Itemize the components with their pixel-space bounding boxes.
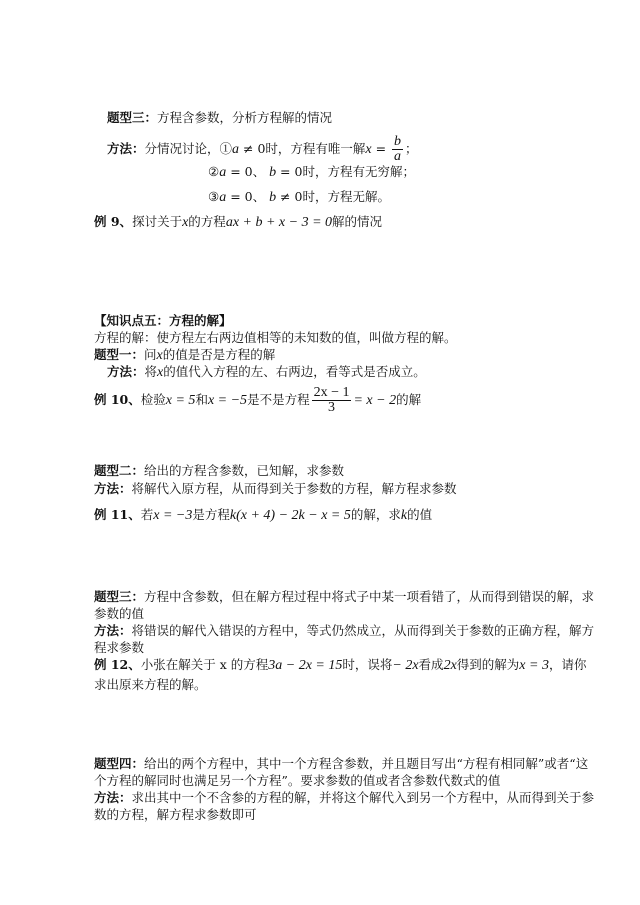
example-9 [94, 214, 382, 231]
definition [94, 330, 457, 346]
method-label: 方法： [107, 141, 145, 156]
var-a: a [232, 142, 240, 157]
case-text: ≠ 0时，方程无解。 [276, 189, 390, 204]
equation: k(x + 4) − 2k − x = 5 [229, 508, 351, 523]
example-text: 看成 [418, 657, 444, 672]
example-text: 的值 [407, 507, 433, 522]
example-label: 例 11、 [94, 507, 141, 522]
method-text: 将 [144, 364, 158, 379]
example-text: ，请你 [548, 657, 587, 672]
denominator: 3 [328, 400, 336, 415]
method-3b-line2 [94, 640, 144, 656]
method-text: 将错误的解代入错误的方程中，等式仍然成立，从而得到关于参数的正确方程，解方 [131, 623, 595, 638]
type-text: 参数的值 [94, 606, 145, 621]
type-text: 个方程的解同时也满足另一个方程”。要求参数的值或者含参数代数式的值 [94, 773, 501, 788]
method-text: 程求参数 [94, 640, 145, 655]
var-x: x [182, 215, 189, 230]
method-text: 的值代入方程的左、右两边，看等式是否成立。 [163, 364, 426, 379]
var-x: x [156, 348, 163, 363]
type-text: 给出的两个方程中，其中一个方程含参数，并且题目写出“方程有相同解”或者“这 [144, 756, 589, 771]
example-text: 小张在解关于 x 的方程 [140, 657, 269, 672]
example-text: 得到的解为 [456, 657, 520, 672]
method-label: 方法： [107, 364, 145, 379]
equals: = [371, 141, 391, 156]
type-label: 题型三： [107, 110, 158, 125]
method-text: ； [405, 141, 418, 156]
fraction-b-over-a [392, 135, 403, 164]
equation: = x − 2 [353, 393, 397, 408]
var-k: k [400, 508, 408, 523]
method-label: 方法： [94, 790, 132, 805]
case-text: ③ [208, 189, 220, 204]
type-label: 题型二： [94, 463, 145, 478]
example-11 [94, 507, 432, 524]
example-text: 的方程 [188, 214, 226, 229]
equation: x = −3 [153, 508, 193, 523]
case-text: = 0、 [226, 189, 270, 204]
var-a: a [219, 165, 227, 180]
method-text: ≠ 0时，方程有唯一解 [239, 141, 366, 156]
method-1 [107, 364, 426, 381]
var-b: b [269, 190, 277, 205]
example-text: 检验 [140, 392, 166, 407]
heading-type-3b [94, 589, 594, 605]
example-text: 的解 [396, 392, 422, 407]
example-label: 例 12、 [94, 657, 141, 672]
method-4 [94, 790, 594, 806]
method-text: 分情况讨论，① [144, 141, 233, 156]
case-text: = 0时，方程有无穷解； [276, 164, 415, 179]
numerator: b [394, 134, 402, 149]
fraction-2x-1-over-3 [312, 386, 352, 415]
equation: 3a − 2x = 15 [268, 658, 343, 673]
var-x: x [157, 365, 164, 380]
equation: ax + b + x − 3 = 0 [225, 215, 333, 230]
heading-type-3b-line2 [94, 606, 144, 622]
heading-type-3a [107, 110, 332, 126]
case-2 [208, 164, 415, 181]
heading-type-4 [94, 756, 588, 772]
definition-text: 方程的解：使方程左右两边值相等的未知数的值，叫做方程的解。 [94, 330, 457, 345]
method-text: 将解代入原方程，从而得到关于参数的方程，解方程求参数 [131, 481, 457, 496]
heading-type-4-line2 [94, 773, 500, 789]
method-3a [107, 135, 418, 164]
type-label: 题型三： [94, 589, 145, 604]
type-label: 题型一： [94, 347, 145, 362]
numerator: 2x − 1 [313, 385, 350, 400]
case-3 [208, 189, 390, 206]
example-label: 例 10、 [94, 392, 141, 407]
example-text: 若 [140, 507, 154, 522]
var-b: b [269, 165, 277, 180]
example-label: 例 9、 [94, 214, 133, 229]
heading-type-2 [94, 463, 344, 479]
equation: x = 3 [519, 658, 549, 673]
method-4-line2 [94, 807, 257, 823]
method-label: 方法： [94, 481, 132, 496]
knowledge-5-title [94, 313, 232, 329]
type-label: 题型四： [94, 756, 145, 771]
case-text: ② [208, 164, 220, 179]
var-x: x [365, 142, 372, 157]
example-text: 和 [195, 392, 208, 407]
method-text: 数的方程，解方程求参数即可 [94, 807, 257, 822]
example-text: 求出原来方程的解。 [94, 677, 207, 692]
example-text: 时，误将 [342, 657, 393, 672]
example-text: 是不是方程 [247, 392, 310, 407]
example-10 [94, 386, 421, 415]
equation: 2x [443, 658, 457, 673]
method-3b [94, 623, 594, 639]
type-text: 的值是否是方程的解 [162, 347, 276, 362]
example-12 [94, 657, 586, 674]
var-a: a [219, 190, 227, 205]
example-text: 是方程 [192, 507, 230, 522]
method-2 [94, 481, 457, 497]
section-title: 【知识点五：方程的解】 [94, 313, 232, 328]
equation: x = 5 [165, 393, 196, 408]
type-text: 给出的方程含参数，已知解，求参数 [144, 463, 345, 478]
example-text: 的解，求 [350, 507, 401, 522]
method-text: 求出其中一个不含参的方程的解，并将这个解代入到另一个方程中，从而得到关于参 [131, 790, 595, 805]
equation: x = −5 [207, 393, 248, 408]
equation: − 2x [392, 658, 419, 673]
example-text: 解的情况 [332, 214, 383, 229]
case-text: = 0、 [226, 164, 270, 179]
example-12-line2 [94, 677, 207, 693]
example-text: 探讨关于 [132, 214, 183, 229]
type-text: 方程含参数，分析方程解的情况 [157, 110, 333, 125]
method-label: 方法： [94, 623, 132, 638]
type-text: 问 [144, 347, 157, 362]
type-text: 方程中含参数，但在解方程过程中将式子中某一项看错了，从而得到错误的解，求 [144, 589, 595, 604]
heading-type-1 [94, 347, 275, 364]
denominator: a [394, 149, 402, 164]
